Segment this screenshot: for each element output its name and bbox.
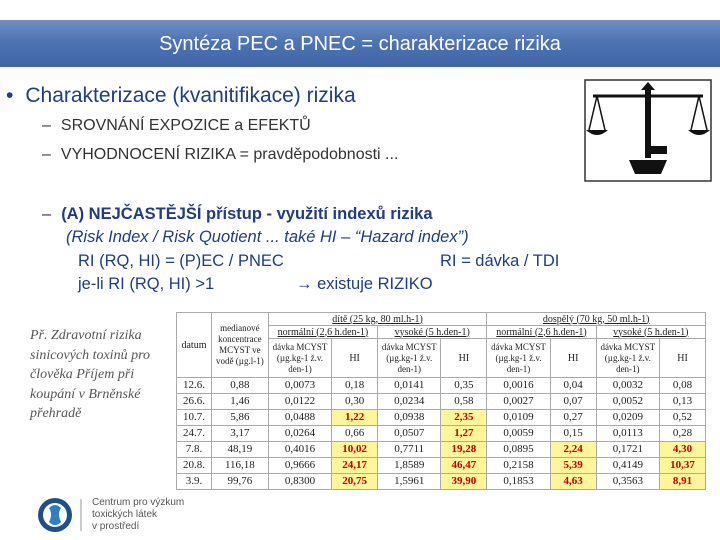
cell-dose: 0,0507 xyxy=(378,426,441,442)
note-text: Př. Zdravotní rizika sinicových toxinů pro člověka Příjem při koupání v Brněnské přehradě xyxy=(30,328,151,421)
table-row xyxy=(177,426,706,442)
col-hi: HI xyxy=(441,339,487,378)
cell-hi: 10,02 xyxy=(332,442,378,458)
cell-dose: 0,0141 xyxy=(378,378,441,394)
col-dose: dávka MCYST (µg.kg-1 ž.v. den-1) xyxy=(268,339,331,378)
cell-hi: 5,39 xyxy=(550,458,596,474)
risk-table xyxy=(176,312,706,490)
cell-hi: 2,24 xyxy=(550,442,596,458)
cell-dose: 0,8300 xyxy=(268,474,331,490)
approach-a-heading: (A) NEJČASTĚJŠÍ přístup - využití indexů rizika xyxy=(61,205,433,223)
group-child: dítě (25 kg, 80 ml.h-1) xyxy=(268,313,487,326)
cell-concentration: 116,18 xyxy=(211,458,268,474)
table-row xyxy=(177,442,706,458)
cell-hi: 8,91 xyxy=(660,474,706,490)
cell-hi: 19,28 xyxy=(441,442,487,458)
cell-dose: 0,0264 xyxy=(268,426,331,442)
cell-date: 26.6. xyxy=(177,394,212,410)
main-bullet-text: Charakterizace (kvanitifikace) rizika xyxy=(25,84,356,107)
table-row xyxy=(177,378,706,394)
cell-dose: 0,0052 xyxy=(596,394,659,410)
condition-right-text: existuje RIZIKO xyxy=(317,275,433,293)
col-concentration: medianové koncentrace MCYST ve vodě (µg.l-1) xyxy=(211,313,268,378)
cell-dose: 0,4016 xyxy=(268,442,331,458)
col-hi: HI xyxy=(550,339,596,378)
cell-date: 12.6. xyxy=(177,378,212,394)
col-dose: dávka MCYST (µg.kg-1 ž.v. den-1) xyxy=(378,339,441,378)
approach-a-italic: (Risk Index / Risk Quotient ... také HI – “Hazard index”) xyxy=(66,228,469,246)
title-bar xyxy=(0,20,720,67)
cell-hi: 1,22 xyxy=(332,410,378,426)
dash-icon: – xyxy=(42,205,52,223)
sub-normal-child: normální (2,6 h.den-1) xyxy=(268,326,377,339)
cell-hi: 46,47 xyxy=(441,458,487,474)
cell-hi: 4,63 xyxy=(550,474,596,490)
cell-dose: 0,0122 xyxy=(268,394,331,410)
cell-dose: 0,0016 xyxy=(487,378,550,394)
cell-dose: 0,0073 xyxy=(268,378,331,394)
logo-line: Centrum pro výzkum xyxy=(92,497,185,508)
logo-line: toxických látek xyxy=(92,509,158,520)
cell-concentration: 99,76 xyxy=(211,474,268,490)
table-row xyxy=(177,474,706,490)
sub-item xyxy=(42,117,311,135)
formula-right: RI = dávka / TDI xyxy=(440,252,560,270)
dash-icon: – xyxy=(42,146,51,163)
logo-text xyxy=(92,497,184,533)
table-body xyxy=(177,378,706,490)
sub-high-adult: vysoké (5 h.den-1) xyxy=(596,326,705,339)
cell-dose: 0,7711 xyxy=(378,442,441,458)
sub-normal-adult: normální (2,6 h.den-1) xyxy=(487,326,596,339)
main-bullet xyxy=(6,84,356,108)
table-row xyxy=(177,410,706,426)
cell-dose: 0,2158 xyxy=(487,458,550,474)
cell-hi: 0,04 xyxy=(550,378,596,394)
cell-hi: 0,58 xyxy=(441,394,487,410)
cell-dose: 0,0234 xyxy=(378,394,441,410)
cell-dose: 1,8589 xyxy=(378,458,441,474)
cell-concentration: 0,88 xyxy=(211,378,268,394)
cell-date: 3.9. xyxy=(177,474,212,490)
sub-item-text: VYHODNOCENÍ RIZIKA = pravděpodobnosti ... xyxy=(60,146,399,163)
cell-dose: 0,0113 xyxy=(596,426,659,442)
approach-a xyxy=(42,205,433,224)
cell-date: 10.7. xyxy=(177,410,212,426)
col-hi: HI xyxy=(332,339,378,378)
cell-dose: 0,3563 xyxy=(596,474,659,490)
group-adult: dospělý (70 kg, 50 ml.h-1) xyxy=(487,313,706,326)
sub-high-child: vysoké (5 h.den-1) xyxy=(378,326,487,339)
cell-hi: 0,07 xyxy=(550,394,596,410)
cell-hi: 0,15 xyxy=(550,426,596,442)
cell-hi: 2,35 xyxy=(441,410,487,426)
cell-hi: 0,30 xyxy=(332,394,378,410)
cell-concentration: 5,86 xyxy=(211,410,268,426)
cell-hi: 0,52 xyxy=(660,410,706,426)
cell-hi: 24,17 xyxy=(332,458,378,474)
table-header-row xyxy=(177,313,706,326)
bullet-dot-icon: • xyxy=(6,84,14,107)
cell-hi: 20,75 xyxy=(332,474,378,490)
cell-dose: 0,0027 xyxy=(487,394,550,410)
cell-hi: 0,18 xyxy=(332,378,378,394)
sub-item-text: SROVNÁNÍ EXPOZICE a EFEKTŮ xyxy=(60,117,311,134)
cell-hi: 0,35 xyxy=(441,378,487,394)
arrow-right-icon: → xyxy=(296,275,313,293)
cell-dose: 0,0488 xyxy=(268,410,331,426)
cell-hi: 0,66 xyxy=(332,426,378,442)
cell-dose: 0,0059 xyxy=(487,426,550,442)
cell-concentration: 1,46 xyxy=(211,394,268,410)
cell-dose: 0,0895 xyxy=(487,442,550,458)
formula-left: RI (RQ, HI) = (P)EC / PNEC xyxy=(78,252,284,270)
cell-dose: 0,0109 xyxy=(487,410,550,426)
cell-dose: 1,5961 xyxy=(378,474,441,490)
condition-left: je-li RI (RQ, HI) >1 xyxy=(78,275,215,293)
col-dose: dávka MCYST (µg.kg-1 ž.v. den-1) xyxy=(596,339,659,378)
col-datum: datum xyxy=(177,313,212,378)
cell-hi: 1,27 xyxy=(441,426,487,442)
table-row xyxy=(177,458,706,474)
balance-scale-icon xyxy=(583,78,713,183)
condition-right xyxy=(296,275,433,294)
cell-concentration: 3,17 xyxy=(211,426,268,442)
cell-dose: 0,0032 xyxy=(596,378,659,394)
cell-concentration: 48,19 xyxy=(211,442,268,458)
cell-dose: 0,4149 xyxy=(596,458,659,474)
cell-dose: 0,0209 xyxy=(596,410,659,426)
cell-date: 20.8. xyxy=(177,458,212,474)
cell-hi: 0,13 xyxy=(660,394,706,410)
cell-hi: 39,90 xyxy=(441,474,487,490)
cell-dose: 0,1721 xyxy=(596,442,659,458)
table-row xyxy=(177,394,706,410)
cell-dose: 0,9666 xyxy=(268,458,331,474)
sub-item xyxy=(42,146,398,164)
cell-hi: 0,28 xyxy=(660,426,706,442)
logo-line: v prostředí xyxy=(92,521,140,532)
dash-icon: – xyxy=(42,117,51,134)
col-dose: dávka MCYST (µg.kg-1 ž.v. den-1) xyxy=(487,339,550,378)
cell-dose: 0,1853 xyxy=(487,474,550,490)
slide-title: Syntéza PEC a PNEC = charakterizace rizika xyxy=(159,33,561,55)
col-hi: HI xyxy=(660,339,706,378)
cell-date: 7.8. xyxy=(177,442,212,458)
cell-hi: 0,27 xyxy=(550,410,596,426)
cell-hi: 10,37 xyxy=(660,458,706,474)
cell-date: 24.7. xyxy=(177,426,212,442)
cell-hi: 4,30 xyxy=(660,442,706,458)
cell-hi: 0,08 xyxy=(660,378,706,394)
cell-dose: 0,0938 xyxy=(378,410,441,426)
